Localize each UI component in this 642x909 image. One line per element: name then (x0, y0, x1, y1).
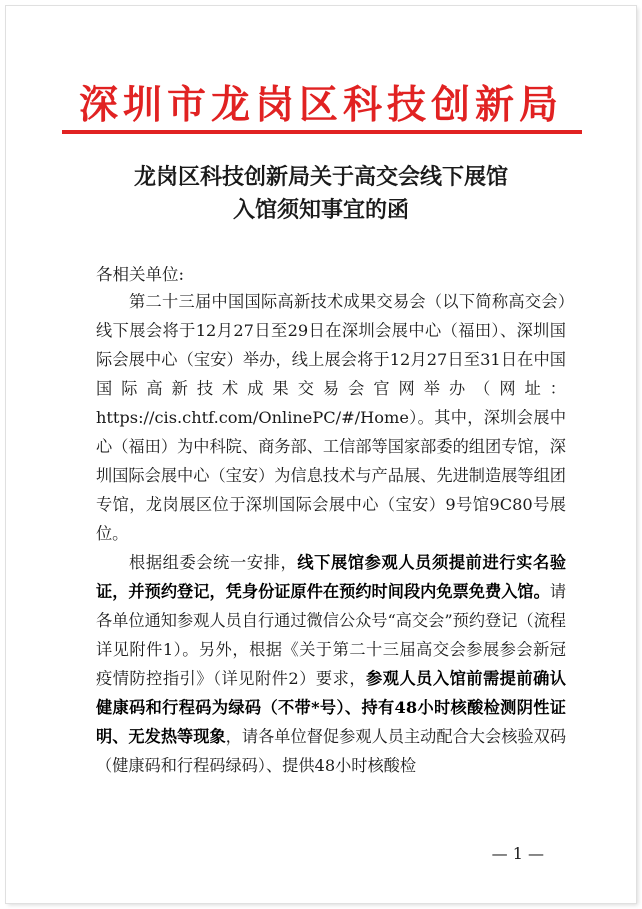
title-line-1: 龙岗区科技创新局关于高交会线下展馆 (133, 164, 508, 190)
paragraph-2-bold-2: 参观人员入馆前需提前确认健康码和行程码为绿码（不带*号）、持有48小时核酸检测阴性证明、无发热等现象 (96, 669, 566, 746)
paragraph-2-text-2: 请各单位通知参观人员自行通过微信公众号“高交会”预约登记（流程详见附件1）。另外，根据《关于第二十三届高交会参展参会新冠疫情防控指引》（详见附件2）要求， (96, 582, 566, 688)
title-line-2: 入馆须知事宜的函 (232, 197, 409, 223)
paragraph-2-bold-1: 线下展馆参观人员须提前进行实名验证，并预约登记，凭身份证原件在预约时间段内免票免费入馆。 (96, 553, 567, 601)
salutation: 各相关单位: (96, 265, 185, 284)
header-divider (62, 130, 582, 134)
paragraph-1: 第二十三届中国国际高新技术成果交易会（以下简称高交会）线下展会将于12月27日至29日在深圳会展中心（福田）、深圳国际会展中心（宝安）举办，线上展会将于12月27日至31日在中国国际高新技术成果交易会官网举办（网址：https://cis.chtf.com/OnlinePC/#/Home）。其中，深圳会展中心（福田）为中科院、商务部、工信部等国家部委的组团专馆，深圳国际会展中心（宝安）为信息技术与产品展、先进制造展等组团专馆，龙岗展区位于深圳国际会展中心（宝安）9号馆9C80号展位。 (96, 292, 566, 543)
page-number: — 1 — (491, 844, 544, 863)
paragraph-2-text-3: ，请各单位督促参观人员主动配合大会核验双码（健康码和行程码绿码）、提供48小时核酸检 (96, 727, 567, 775)
document-page (6, 6, 636, 903)
document-body (96, 287, 566, 780)
paragraph-2 (96, 548, 566, 780)
org-header: 深圳市龙岗区科技创新局 (78, 82, 563, 128)
document-title (6, 161, 636, 227)
paragraph-2-text-1: 根据组委会统一安排， (129, 553, 298, 572)
